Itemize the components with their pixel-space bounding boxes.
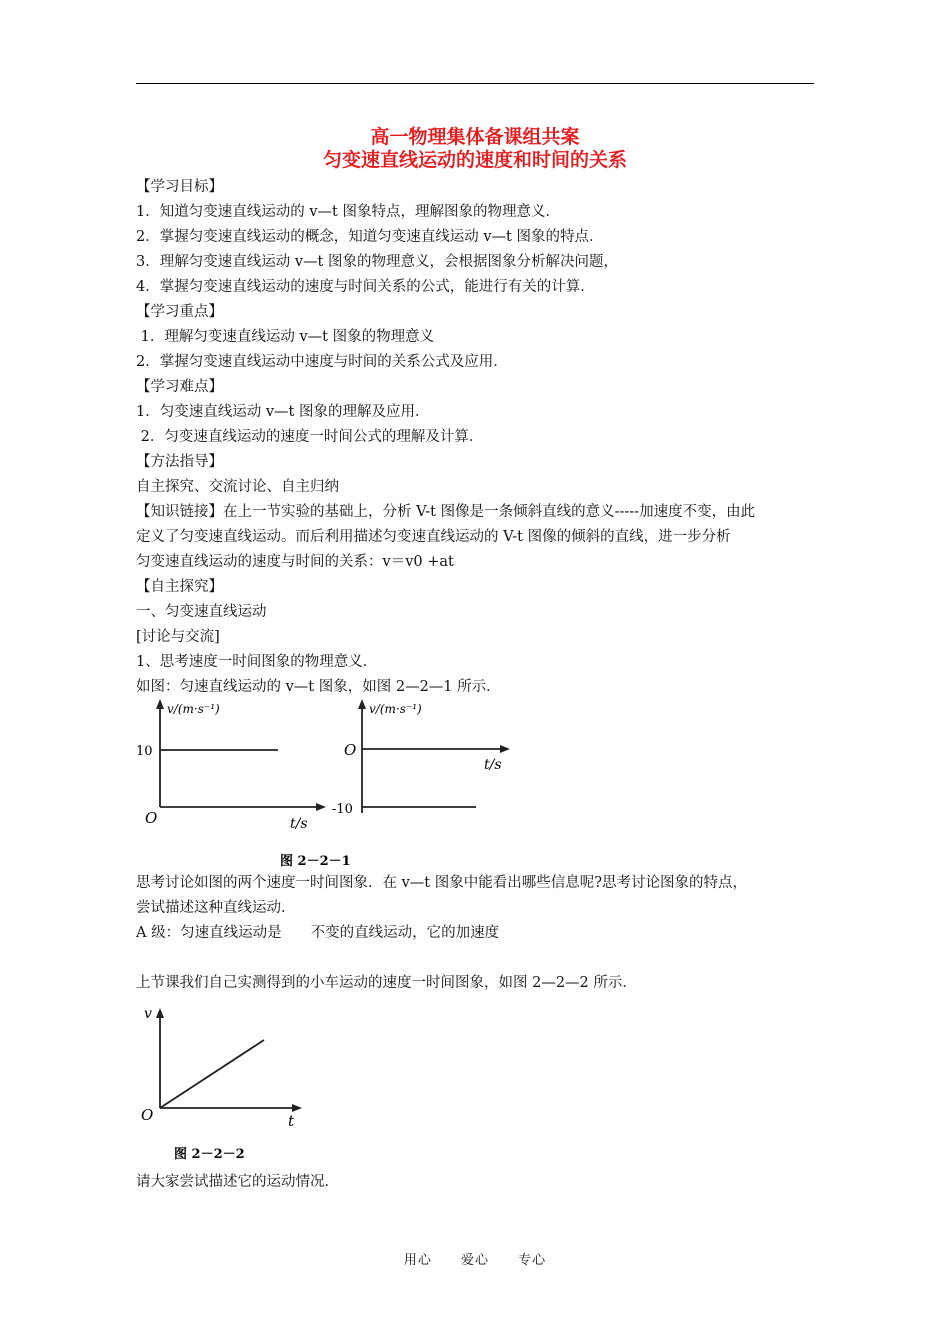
figure-caption: 图 2－2－2 xyxy=(174,1147,245,1162)
graph-left xyxy=(136,699,326,832)
text-line: 3．理解匀变速直线运动 v—t 图象的物理意义，会根据图象分析解决问题， xyxy=(136,254,618,270)
text-line: 匀变速直线运动的速度与时间的关系：v＝v0 +at xyxy=(136,554,454,570)
velocity-line xyxy=(160,1040,264,1108)
text-line: 自主探究、交流讨论、自主归纳 xyxy=(136,479,339,495)
header-rule xyxy=(136,83,814,84)
y-axis-label: v xyxy=(144,1006,152,1022)
origin-label: O xyxy=(344,741,357,759)
y-tick-label: -10 xyxy=(332,802,353,817)
text-line: [讨论与交流] xyxy=(136,629,220,645)
text-line: 如图：匀速直线运动的 v—t 图象，如图 2—2—1 所示． xyxy=(136,679,501,695)
text-line: 尝试描述这种直线运动． xyxy=(136,900,296,916)
graph-right xyxy=(332,699,510,817)
text-line: 4．掌握匀变速直线运动的速度与时间关系的公式，能进行有关的计算． xyxy=(136,279,595,295)
x-axis-arrow xyxy=(500,745,510,753)
y-tick-label: 10 xyxy=(136,744,153,759)
text-line: 1．知道匀变速直线运动的 v—t 图象特点，理解图象的物理意义． xyxy=(136,204,560,220)
text-line: 【学习目标】 xyxy=(136,179,223,195)
page-footer xyxy=(0,1249,950,1268)
text-line: 请大家尝试描述它的运动情况． xyxy=(136,1174,339,1190)
x-axis-label: t/s xyxy=(290,816,308,832)
origin-label: O xyxy=(141,1106,154,1124)
text-line: 【知识链接】在上一节实验的基础上，分析 V-t 图像是一条倾斜直线的意义-----加速度不变，由此 xyxy=(136,504,756,520)
text-line: 定义了匀变速直线运动。而后利用描述匀变速直线运动的 V-t 图像的倾斜的直线，进一步分析 xyxy=(136,529,731,545)
text-line: 2．掌握匀变速直线运动的概念，知道匀变速直线运动 v—t 图象的特点． xyxy=(136,229,604,245)
x-axis-arrow xyxy=(316,803,326,811)
y-axis-label: v/(m·s⁻¹) xyxy=(369,702,422,716)
x-axis-label: t xyxy=(288,1112,295,1130)
title-line-1: 高一物理集体备课组共案 xyxy=(370,126,580,148)
text-line: 【学习难点】 xyxy=(136,379,223,395)
figure-2-2-2 xyxy=(130,1000,330,1174)
figure-2-2-1 xyxy=(130,695,530,879)
figure-caption: 图 2－2－1 xyxy=(280,854,351,869)
text-line: 1．匀变速直线运动 v—t 图象的理解及应用． xyxy=(136,404,430,420)
footer-text: 专心 xyxy=(518,1253,547,1268)
y-axis-label: v/(m·s⁻¹) xyxy=(167,702,220,716)
footer-text: 用心 xyxy=(403,1253,432,1268)
x-axis-label: t/s xyxy=(484,757,502,773)
y-axis-arrow xyxy=(358,699,366,709)
x-axis-arrow xyxy=(292,1104,302,1112)
y-axis-arrow xyxy=(156,1008,164,1018)
text-line: A 级：匀速直线运动是 不变的直线运动，它的加速度 xyxy=(136,925,500,941)
text-line: 思考讨论如图的两个速度一时间图象．在 v—t 图象中能看出哪些信息呢?思考讨论图象的特点， xyxy=(136,875,748,891)
footer-text: 爱心 xyxy=(460,1253,489,1268)
origin-label: O xyxy=(145,809,158,827)
text-line: 【自主探究】 xyxy=(136,579,223,595)
text-line: 1、思考速度一时间图象的物理意义． xyxy=(136,654,378,670)
text-line: 2．掌握匀变速直线运动中速度与时间的关系公式及应用． xyxy=(136,354,508,370)
text-line: 2．匀变速直线运动的速度一时间公式的理解及计算． xyxy=(136,429,484,445)
text-line: 一、匀变速直线运动 xyxy=(136,604,267,620)
text-line: 【方法指导】 xyxy=(136,454,223,470)
text-line: 【学习重点】 xyxy=(136,304,223,320)
title-line-2: 匀变速直线运动的速度和时间的关系 xyxy=(322,149,627,171)
text-line: 1．理解匀变速直线运动 v—t 图象的物理意义 xyxy=(136,329,435,345)
y-axis-arrow xyxy=(156,699,164,709)
text-line: 上节课我们自己实测得到的小车运动的速度一时间图象，如图 2—2—2 所示． xyxy=(136,975,637,991)
